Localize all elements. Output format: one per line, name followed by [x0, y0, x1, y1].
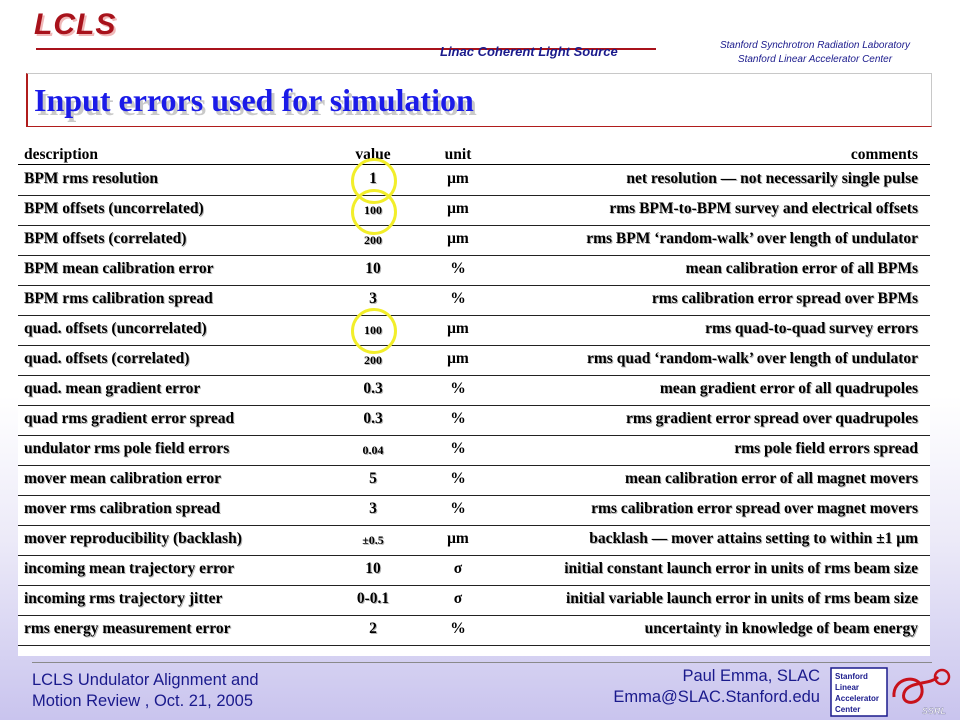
row-unit: μm — [447, 230, 469, 247]
row-value: 10 — [365, 260, 381, 277]
row-unit: % — [450, 410, 466, 427]
table-row — [18, 436, 930, 466]
row-description: BPM mean calibration error — [24, 260, 214, 277]
row-unit: % — [450, 260, 466, 277]
table-row — [18, 406, 930, 436]
row-comment: rms calibration error spread over BPMs — [651, 290, 918, 307]
row-comment: rms calibration error spread over magnet movers — [591, 500, 918, 517]
slide-title: Input errors used for simulation — [34, 82, 474, 118]
logo-text-2: Linear — [835, 683, 860, 692]
table-header — [18, 142, 930, 162]
row-description: mover rms calibration spread — [24, 500, 221, 517]
row-description: incoming mean trajectory error — [24, 560, 235, 577]
row-value: 200 — [364, 233, 382, 247]
logo-text-3: Accelerator — [835, 694, 880, 703]
row-comment: mean gradient error of all quadrupoles — [659, 380, 918, 397]
row-comment: rms gradient error spread over quadrupoles — [625, 410, 918, 427]
footer-event — [32, 670, 259, 712]
error-table — [18, 136, 930, 656]
row-comment: rms BPM-to-BPM survey and electrical offsets — [609, 200, 918, 217]
header-value: value — [355, 146, 391, 163]
row-unit: % — [450, 440, 466, 457]
table-row — [18, 556, 930, 586]
row-value: 1 — [369, 170, 377, 187]
row-description: quad rms gradient error spread — [24, 410, 235, 427]
row-description: BPM rms resolution — [24, 170, 159, 187]
row-comment: rms pole field errors spread — [734, 440, 918, 457]
row-comment: rms quad ‘random-walk’ over length of undulator — [587, 350, 918, 367]
header-description: description — [24, 146, 99, 163]
row-description: mover mean calibration error — [24, 470, 221, 487]
row-comment: rms quad-to-quad survey errors — [705, 320, 918, 337]
footer-divider — [32, 662, 932, 663]
header-comments: comments — [850, 146, 918, 163]
row-value: 0-0.1 — [356, 590, 390, 607]
table-row — [18, 346, 930, 376]
row-comment: uncertainty in knowledge of beam energy — [644, 620, 918, 637]
highlight-circle-quad-offsets — [351, 308, 397, 354]
table-row — [18, 196, 930, 226]
header-subtitle: Linac Coherent Light Source — [440, 44, 618, 59]
lab-name-ssrl: Stanford Synchrotron Radiation Laboratory — [719, 40, 911, 51]
logo-text-1: Stanford — [835, 672, 868, 681]
row-unit: σ — [453, 590, 463, 607]
row-unit: μm — [447, 170, 469, 187]
row-divider — [18, 645, 930, 646]
row-value: ±0.5 — [362, 533, 384, 547]
footer-author — [560, 666, 820, 708]
header-divider-line — [18, 164, 930, 165]
row-comment: initial constant launch error in units of rms beam size — [564, 560, 918, 577]
row-value: 5 — [369, 470, 377, 487]
row-comment: net resolution — not necessarily single pulse — [626, 170, 918, 187]
row-description: quad. mean gradient error — [24, 380, 201, 397]
row-unit: μm — [447, 320, 469, 337]
footer-event-line2: Motion Review , Oct. 21, 2005 — [32, 692, 254, 710]
table-row — [18, 376, 930, 406]
footer-author-name: Paul Emma, SLAC — [682, 667, 820, 685]
row-value: 200 — [364, 353, 382, 367]
row-value: 3 — [369, 290, 377, 307]
logo-text-ssrl: SSRL — [922, 706, 947, 716]
row-unit: % — [450, 470, 466, 487]
row-comment: rms BPM ‘random-walk’ over length of undulator — [586, 230, 918, 247]
row-unit: μm — [447, 530, 469, 547]
row-unit: % — [450, 380, 466, 397]
table-row — [18, 226, 930, 256]
footer-event-line1: LCLS Undulator Alignment and — [32, 671, 259, 689]
row-value: 3 — [369, 500, 377, 517]
row-value: 100 — [364, 323, 382, 337]
row-description: quad. offsets (uncorrelated) — [24, 320, 207, 337]
table-row — [18, 166, 930, 196]
lab-name-slac: Stanford Linear Accelerator Center — [737, 54, 893, 65]
lcls-logo: LCLS — [34, 8, 117, 41]
row-description: incoming rms trajectory jitter — [24, 590, 223, 607]
row-description: rms energy measurement error — [24, 620, 231, 637]
table-row — [18, 586, 930, 616]
header-unit: unit — [444, 146, 472, 163]
row-description: BPM rms calibration spread — [24, 290, 213, 307]
table-row — [18, 526, 930, 556]
row-description: BPM offsets (uncorrelated) — [24, 200, 204, 217]
row-description: mover reproducibility (backlash) — [24, 530, 242, 547]
row-comment: mean calibration error of all BPMs — [685, 260, 918, 277]
row-comment: mean calibration error of all magnet movers — [624, 470, 918, 487]
logo-text-4: Center — [835, 705, 861, 714]
table-row — [18, 616, 930, 646]
row-value: 2 — [369, 620, 377, 637]
row-value: 100 — [364, 203, 382, 217]
row-description: quad. offsets (correlated) — [24, 350, 190, 367]
row-description: undulator rms pole field errors — [24, 440, 230, 457]
row-unit: % — [450, 290, 466, 307]
highlight-circle-bpm-offsets — [351, 189, 397, 235]
row-comment: backlash — mover attains setting to within ±1 μm — [589, 530, 918, 547]
table-row — [18, 496, 930, 526]
row-description: BPM offsets (correlated) — [24, 230, 187, 247]
row-comment: initial variable launch error in units of rms beam size — [565, 590, 918, 607]
row-unit: σ — [453, 560, 463, 577]
row-unit: μm — [447, 350, 469, 367]
row-unit: % — [450, 500, 466, 517]
row-value: 0.3 — [363, 410, 383, 427]
table-row — [18, 316, 930, 346]
row-value: 10 — [365, 560, 381, 577]
table-row — [18, 286, 930, 316]
row-value: 0.3 — [363, 380, 383, 397]
slac-ssrl-logo — [830, 667, 954, 717]
row-value: 0.04 — [362, 443, 384, 457]
row-unit: μm — [447, 200, 469, 217]
row-unit: % — [450, 620, 466, 637]
table-row — [18, 466, 930, 496]
table-row — [18, 256, 930, 286]
footer-author-email: Emma@SLAC.Stanford.edu — [613, 688, 820, 706]
